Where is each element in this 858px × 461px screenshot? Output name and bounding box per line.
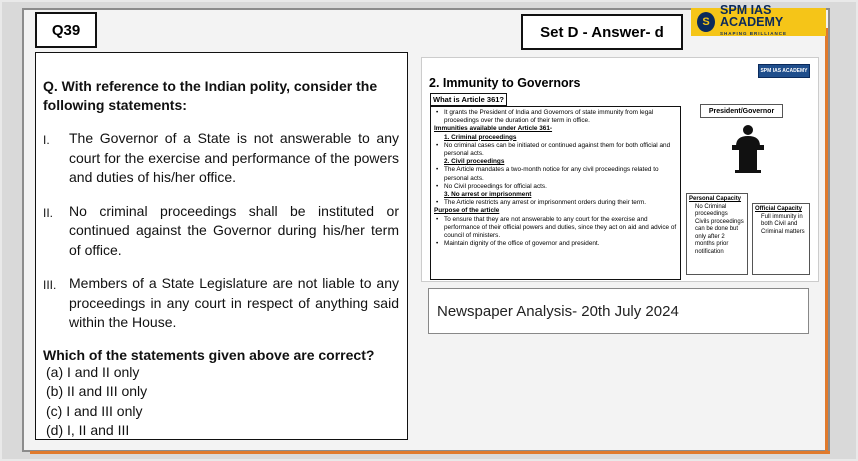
option: (c) I and III only xyxy=(46,402,143,419)
statement-number: I. xyxy=(43,133,50,147)
personal-capacity-title: Personal Capacity xyxy=(689,196,742,202)
question-number: Q39 xyxy=(35,12,97,48)
accent-line-bottom xyxy=(30,451,830,454)
notes-immunities-heading: Immunities available under Article 361- xyxy=(434,125,553,133)
logo-icon: S xyxy=(697,12,715,32)
statement-number: III. xyxy=(43,278,57,292)
notes-heading: 2. Immunity to Governors xyxy=(429,76,581,90)
answer-label: Set D - Answer- d xyxy=(521,14,683,50)
notes-body xyxy=(430,106,681,280)
official-capacity-box xyxy=(752,203,810,275)
logo-tagline: SHAPING BRILLIANCE xyxy=(720,31,788,36)
podium-speaker-icon xyxy=(728,124,768,174)
statement-text: Members of a State Legislature are not liable to any proceedings in any court in respect of anything said within the House. xyxy=(69,275,399,330)
official-capacity-item: Full immunity in both Civil and Criminal matters xyxy=(761,213,805,235)
notes-image xyxy=(421,57,819,282)
statement xyxy=(43,129,399,188)
personal-capacity-item: No Criminal proceedings xyxy=(695,203,728,217)
statement-number: II. xyxy=(43,205,54,220)
notes-item-text: • The Article mandates a two-month notice for any civil proceedings related to personal acts. xyxy=(434,166,677,182)
notes-item-text: • No criminal cases can be initiated or continued against them for both official and personal acts. xyxy=(434,142,677,158)
notes-item-text: • The Article restricts any arrest or imprisonment orders during their term. xyxy=(434,199,677,207)
notes-purpose-item: • To ensure that they are not answerable to any court for the exercise and performance of their official powers and duties, since they act on aid and advice of council of ministers. xyxy=(434,216,677,241)
notes-purpose-item: • Maintain dignity of the office of governor and president. xyxy=(434,240,677,248)
newspaper-analysis-label: Newspaper Analysis- 20th July 2024 xyxy=(428,288,809,334)
personal-capacity-item: Civils proceedings can be done but only after 2 months prior notification xyxy=(695,218,744,255)
figure-label: President/Governor xyxy=(700,104,783,118)
question-prompt: Which of the statements given above are correct? xyxy=(43,346,375,363)
statement-text: The Governor of a State is not answerable to any court for the exercise and performance of the powers and duties of his/her office. xyxy=(69,130,399,185)
notes-item-title: 2. Civil proceedings xyxy=(444,158,505,166)
statement-text: No criminal proceedings shall be instituted or continued against the Governor during his/her term of office. xyxy=(69,202,399,258)
statement xyxy=(43,202,399,261)
accent-line-right xyxy=(825,28,828,453)
option: (d) I, II and III xyxy=(46,422,130,438)
option: (b) II and III only xyxy=(46,383,148,399)
notes-logo: SPM IAS ACADEMY xyxy=(758,64,810,78)
notes-item-title: 3. No arrest or imprisonment xyxy=(444,191,532,199)
notes-subheading: What is Article 361? xyxy=(430,93,507,106)
notes-intro: • It grants the President of India and Governors of state immunity from legal proceedings over the duration of their term in office. xyxy=(434,109,677,125)
official-capacity-title: Official Capacity xyxy=(755,206,803,212)
notes-purpose-heading: Purpose of the article xyxy=(434,207,500,215)
notes-item-title: 1. Criminal proceedings xyxy=(444,133,517,141)
option: (a) I and II only xyxy=(46,363,140,380)
question-panel xyxy=(35,52,408,440)
academy-logo xyxy=(691,3,826,36)
personal-capacity-box xyxy=(686,193,748,275)
statement xyxy=(43,274,399,333)
notes-item-text: • No Civil proceedings for official acts. xyxy=(434,183,677,191)
question-title: Q. With reference to the Indian polity, consider the following statements: xyxy=(43,78,378,113)
logo-title: SPM IAS ACADEMY xyxy=(720,3,784,29)
